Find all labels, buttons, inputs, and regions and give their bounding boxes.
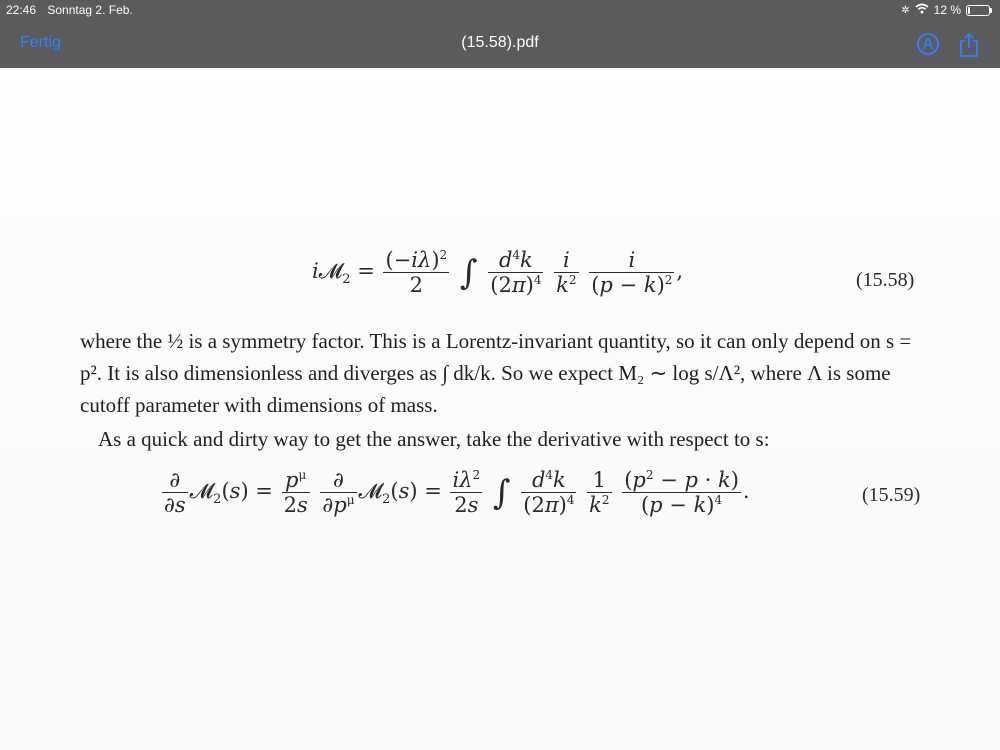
pdf-page[interactable] xyxy=(0,68,1000,750)
loading-indicator-icon: ✲ xyxy=(901,4,910,16)
status-bar xyxy=(0,0,1000,20)
markup-pen-icon[interactable] xyxy=(916,32,940,58)
battery-icon xyxy=(966,5,990,16)
paragraph-text xyxy=(80,325,930,421)
equation-15-58: i𝓜$_2$ = $\frac{(-i\lambda)^2}{2}$ ∫ $\frac{d^4k}{(2\pi)^4}$ $\frac{i}{k^2}$ $\frac{i}{(p - k)^2}$ , xyxy=(312,248,684,297)
paragraph-text-2 xyxy=(98,423,948,455)
paragraph-1: where the ½ is a symmetry factor. This is a Lorentz-invariant quantity, so it can only depend on s = p². It is also dimensionless and diverges as ∫ dk/k. So we expect M₂ ∼ log s/Λ², where Λ is some cutoff parameter with dimensions of mass. xyxy=(80,329,912,417)
share-icon[interactable] xyxy=(958,32,980,58)
status-time: 22:46 xyxy=(6,3,37,17)
paragraph-2: As a quick and dirty way to get the answer, take the derivative with respect to s: xyxy=(98,427,770,451)
done-button[interactable]: Fertig xyxy=(20,34,61,51)
nav-bar xyxy=(0,20,1000,68)
wifi-icon xyxy=(915,3,929,17)
equation-number-15-58: (15.58) xyxy=(856,269,915,291)
status-date: Sonntag 2. Feb. xyxy=(47,3,133,17)
document-title: (15.58).pdf xyxy=(461,34,539,51)
equation-15-59: $\frac{\partial}{\partial s}$ 𝓜$_2$(s) = $\frac{p^\mu}{2s}$ $\frac{\partial}{\partial p^\mu}$ 𝓜$_2$(s) = $\frac{i\lambda^2}{2s}$ ∫ $\frac{d^4k}{(2\pi)^4}$ $\frac{1}{k^2}$ $\frac{(p^2 - p \cdot k)}{(p - k)^4}$ . xyxy=(164,468,750,517)
equation-number-15-59: (15.59) xyxy=(862,484,921,506)
battery-percent: 12 % xyxy=(933,3,961,17)
